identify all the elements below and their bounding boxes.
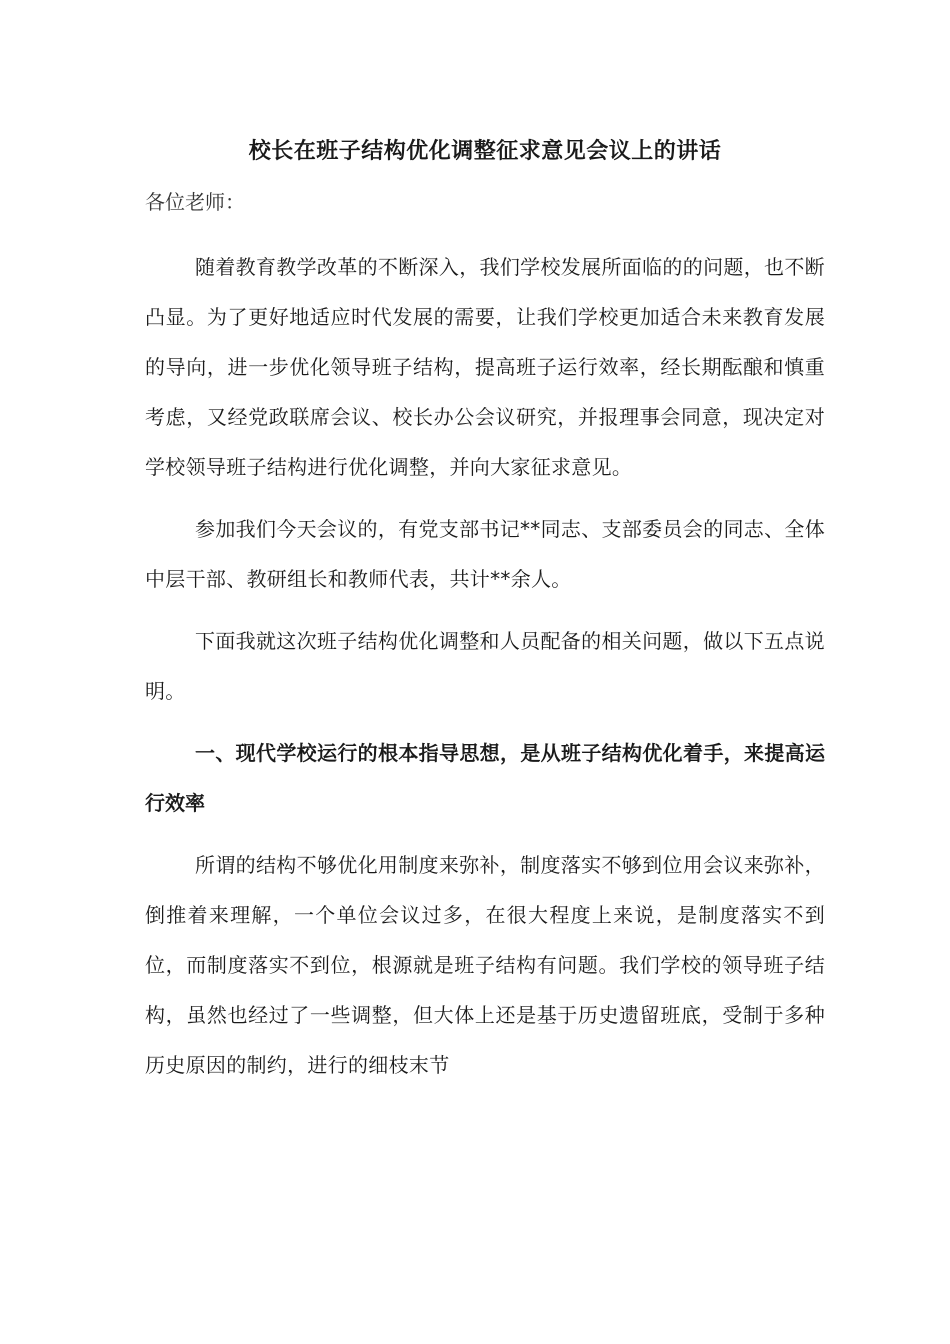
- paragraph-section-1: 所谓的结构不够优化用制度来弥补，制度落实不够到位用会议来弥补，倒推着来理解，一个单位会议过多，在很大程度上来说，是制度落实不到位，而制度落实不到位，根源就是班子结构有问题。我们学校的领导班子结构，虽然也经过了一些调整，但大体上还是基于历史遗留班底，受制于多种历史原因的制约，进行的细枝末节: [145, 853, 825, 1077]
- paragraph-intro: 随着教育教学改革的不断深入，我们学校发展所面临的的问题，也不断凸显。为了更好地适应时代发展的需要，让我们学校更加适合未来教育发展的导向，进一步优化领导班子结构，提高班子运行效率，经长期酝酿和慎重考虑，又经党政联席会议、校长办公会议研究，并报理事会同意，现决定对学校领导班子结构进行优化调整，并向大家征求意见。: [145, 255, 825, 479]
- paragraph-outline: 下面我就这次班子结构优化调整和人员配备的相关问题，做以下五点说明。: [145, 629, 825, 703]
- salutation: 各位老师：: [145, 190, 245, 214]
- document-title: 校长在班子结构优化调整征求意见会议上的讲话: [248, 139, 722, 164]
- document-page: [145, 128, 825, 1102]
- paragraph-attendees: 参加我们今天会议的，有党支部书记**同志、支部委员会的同志、全体中层干部、教研组长和教师代表，共计**余人。: [145, 517, 825, 591]
- section-heading-1: 一、现代学校运行的根本指导思想，是从班子结构优化着手，来提高运行效率: [145, 741, 825, 815]
